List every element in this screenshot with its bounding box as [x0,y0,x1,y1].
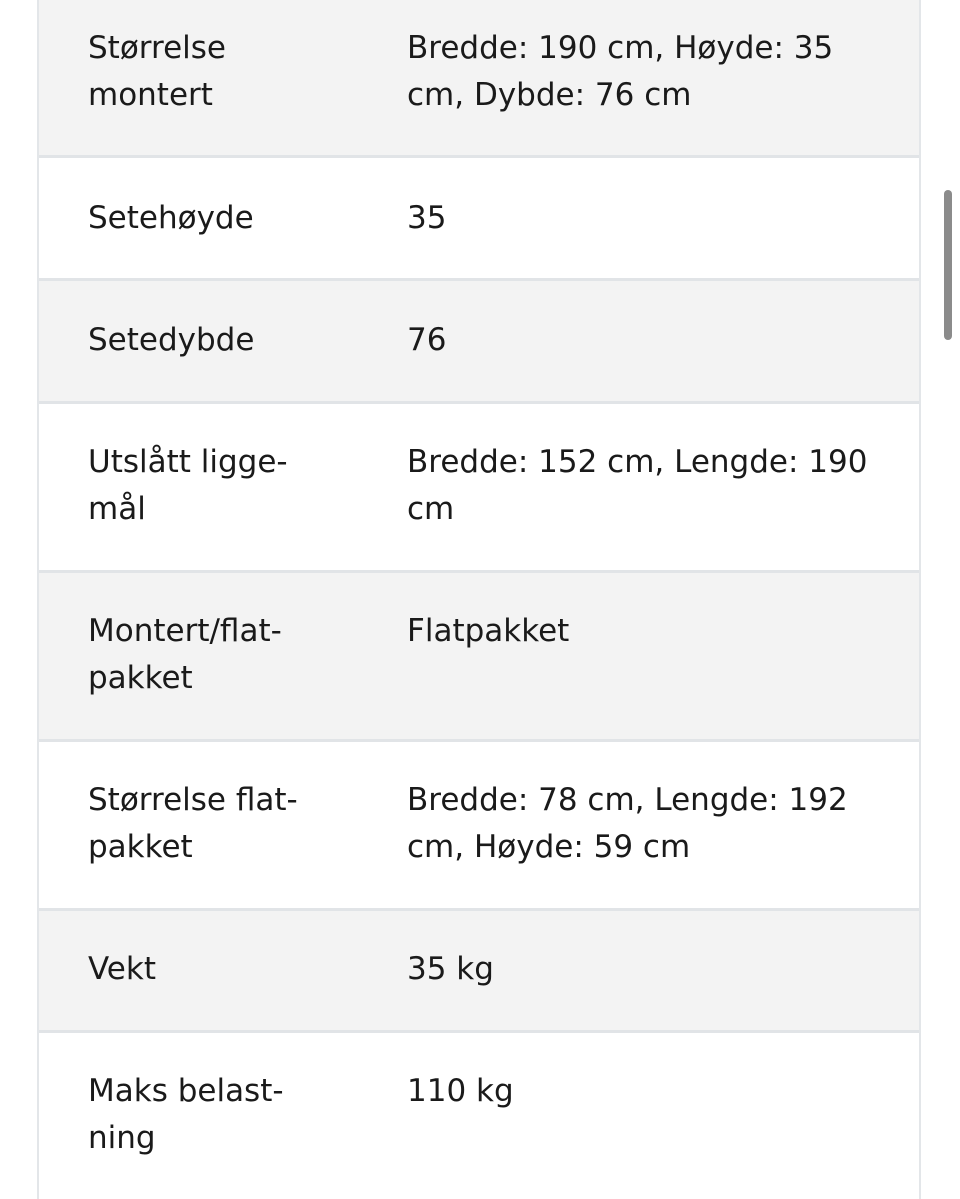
spec-label: Montert/flat- pakket [88,613,282,696]
spec-label: Utslått ligge- mål [88,444,288,527]
spec-row-weight [39,911,919,1033]
spec-label: Størrelse flat- pakket [88,782,298,865]
spec-label: Setedybde [88,322,255,358]
spec-row-assembled-size [39,0,919,158]
vertical-scrollbar[interactable] [944,190,952,340]
spec-label: Vekt [88,951,156,987]
spec-value: Bredde: 78 cm, Lengde: 192 cm, Høyde: 59 cm [407,782,848,865]
spec-value: 35 [407,200,447,236]
spec-row-flatpacked-size [39,742,919,911]
spec-label: Setehøyde [88,200,254,236]
spec-row-seat-depth [39,281,919,404]
spec-row-max-load [39,1033,919,1199]
spec-row-assembled-flatpacked [39,573,919,742]
spec-row-unfolded-sleep-size [39,404,919,573]
spec-value: 35 kg [407,951,494,987]
spec-value: Flatpakket [407,613,570,649]
specification-table [37,0,921,1199]
spec-label: Størrelse montert [88,30,226,113]
spec-value: 110 kg [407,1073,514,1109]
spec-value: Bredde: 152 cm, Lengde: 190 cm [407,444,868,527]
spec-row-seat-height [39,158,919,281]
spec-value: 76 [407,322,447,358]
spec-label: Maks belast- ning [88,1073,284,1156]
spec-value: Bredde: 190 cm, Høyde: 35 cm, Dybde: 76 cm [407,30,834,113]
